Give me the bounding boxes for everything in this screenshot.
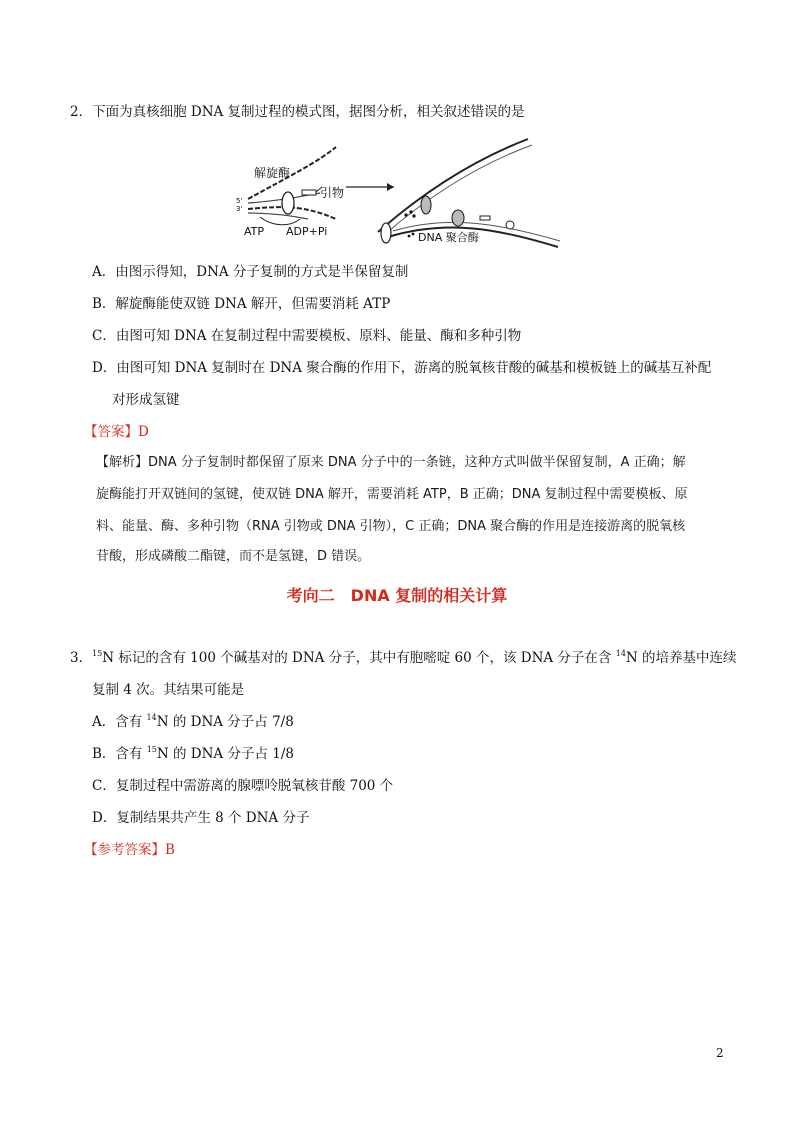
question-2-stem: 2．下面为真核细胞 DNA 复制过程的模式图，据图分析，相关叙述错误的是 xyxy=(70,104,525,120)
question-2-analysis-line-3: 料、能量、酶、多种引物（RNA 引物或 DNA 引物），C 正确；DNA 聚合酶的作用是连接游离的脱氧核 xyxy=(96,519,686,534)
question-2-analysis-line-2: 旋酶能打开双链间的氢键，使双链 DNA 解开，需要消耗 ATP，B 正确；DNA 复制过程中需要模板、原 xyxy=(96,487,688,502)
process-arrowhead xyxy=(387,183,394,191)
question-3-option-b xyxy=(92,745,294,763)
question-3-option-c: C．复制过程中需游离的腺嘌呤脱氧核苷酸 700 个 xyxy=(92,778,394,794)
question-2-option-c: C．由图可知 DNA 在复制过程中需要模板、原料、能量、酶和多种引物 xyxy=(92,328,522,344)
polymerase-shape-1 xyxy=(421,196,431,214)
question-3-stem-part-b: N 的培养基中连续 xyxy=(625,650,737,666)
dna-replication-diagram xyxy=(228,137,568,252)
label-dna-polymerase: DNA 聚合酶 xyxy=(418,231,479,244)
section-heading: 考向二 DNA 复制的相关计算 xyxy=(286,586,508,605)
polymerase-shape-2 xyxy=(452,210,464,226)
option-b-sup: 15 xyxy=(146,745,157,754)
nucleotide-dot-2 xyxy=(409,210,412,213)
question-2-analysis-line-1: 【解析】DNA 分子复制时都保留了原来 DNA 分子中的一条链，这种方式叫做半保留复制，A 正确；解 xyxy=(96,455,686,470)
option-b-text: N 的 DNA 分子占 1/8 xyxy=(156,746,294,762)
question-3-number: 3． xyxy=(70,650,93,666)
question-3-answer: 【参考答案】B xyxy=(84,842,175,858)
nucleotide-dot-4 xyxy=(408,235,411,238)
question-2-option-d-continued: 对形成氢键 xyxy=(112,392,180,408)
isotope-14-sup: 14 xyxy=(615,649,626,658)
isotope-15-sup: 15 xyxy=(92,649,103,658)
nucleotide-dot-3 xyxy=(412,214,415,217)
helicase-shape xyxy=(282,192,294,214)
question-2-answer: 【答案】D xyxy=(84,424,149,440)
question-2-analysis-line-4: 苷酸，形成磷酸二酯键，而不是氢键，D 错误。 xyxy=(96,549,371,564)
question-3-stem-part-a: N 标记的含有 100 个碱基对的 DNA 分子，其中有胞嘧啶 60 个，该 DNA 分子在含 xyxy=(102,650,616,666)
label-primer: 引物 xyxy=(320,186,345,200)
question-2-option-d: D．由图可知 DNA 复制时在 DNA 聚合酶的作用下，游离的脱氧核苷酸的碱基和模板链上的碱基互补配 xyxy=(92,360,712,376)
label-5-prime: 5' xyxy=(236,197,243,205)
primer-shape xyxy=(302,190,316,195)
enzyme-dot-right xyxy=(506,221,514,229)
option-a-sup: 14 xyxy=(146,713,157,722)
left-strand-mid2 xyxy=(248,213,308,219)
question-3-option-a xyxy=(92,713,294,731)
label-atp: ATP xyxy=(244,225,265,238)
question-3-stem xyxy=(70,649,737,667)
question-2-option-b: B．解旋酶能使双链 DNA 解开，但需要消耗 ATP xyxy=(92,296,391,312)
question-2-option-a: A．由图示得知，DNA 分子复制的方式是半保留复制 xyxy=(92,264,409,280)
page-number: 2 xyxy=(716,1046,724,1060)
label-helicase: 解旋酶 xyxy=(254,166,291,180)
option-a-prefix: A．含有 xyxy=(92,714,147,730)
label-3-prime: 3' xyxy=(236,205,243,213)
option-a-text: N 的 DNA 分子占 7/8 xyxy=(156,714,294,730)
nucleotide-dot-1 xyxy=(404,213,407,216)
question-3-option-d: D．复制结果共产生 8 个 DNA 分子 xyxy=(92,810,310,826)
option-b-prefix: B．含有 xyxy=(92,746,147,762)
question-3-stem-continued: 复制 4 次。其结果可能是 xyxy=(92,682,245,698)
primer-shape-right xyxy=(480,216,490,220)
atp-arrow xyxy=(260,217,300,225)
nucleotide-dot-5 xyxy=(412,233,415,236)
label-adp: ADP+Pi xyxy=(286,225,328,238)
helicase-shape-right xyxy=(381,223,391,243)
